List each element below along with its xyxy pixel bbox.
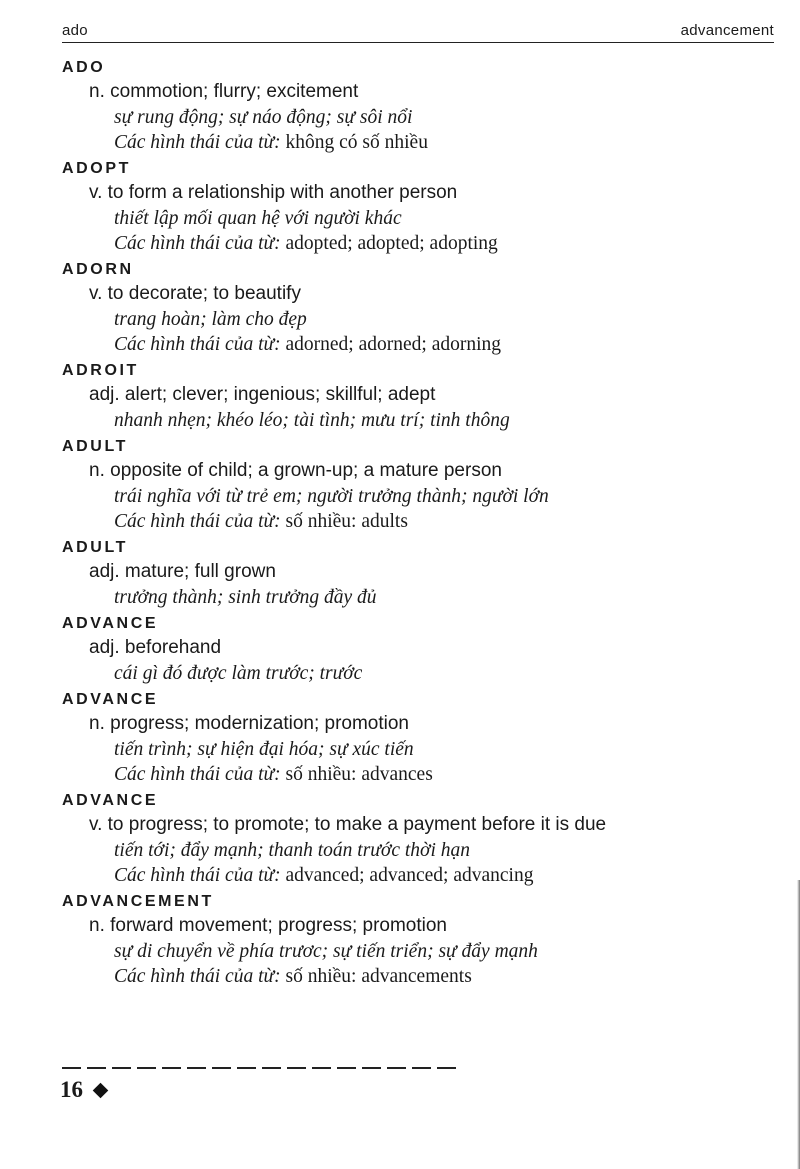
english-definition: v. to progress; to promote; to make a payment before it is due bbox=[89, 814, 607, 835]
vietnamese-translation: cái gì đó được làm trước; trước bbox=[114, 663, 363, 684]
headword: ADVANCE bbox=[62, 615, 159, 632]
word-forms-label: Các hình thái của từ: bbox=[114, 966, 281, 987]
word-forms-values: advanced; advanced; advancing bbox=[280, 865, 534, 886]
english-definition: adj. beforehand bbox=[89, 637, 222, 658]
word-forms-values: số nhiều: adults bbox=[280, 511, 408, 532]
word-forms-values: adorned; adorned; adorning bbox=[280, 334, 502, 355]
vietnamese-translation: nhanh nhẹn; khéo léo; tài tình; mưu trí; tinh thông bbox=[114, 410, 510, 431]
entry-list bbox=[62, 57, 782, 992]
headword: ADOPT bbox=[62, 160, 131, 177]
word-forms-values: không có số nhiều bbox=[280, 132, 428, 153]
word-forms bbox=[62, 332, 782, 357]
word-forms-label: Các hình thái của từ: bbox=[114, 233, 281, 254]
vietnamese-translation: trái nghĩa với từ trẻ em; người trưởng thành; người lớn bbox=[114, 486, 549, 507]
entry bbox=[62, 891, 782, 989]
entry bbox=[62, 259, 782, 357]
english-definition: v. to decorate; to beautify bbox=[89, 283, 301, 304]
english-definition: n. progress; modernization; promotion bbox=[89, 713, 409, 734]
header-first-word: ado bbox=[62, 22, 88, 39]
entry bbox=[62, 537, 782, 610]
diamond-icon bbox=[93, 1082, 109, 1098]
entry bbox=[62, 436, 782, 534]
headword: ADO bbox=[62, 59, 106, 76]
word-forms-label: Các hình thái của từ: bbox=[114, 132, 281, 153]
vietnamese-translation: sự rung động; sự náo động; sự sôi nổi bbox=[114, 107, 413, 128]
vietnamese-translation: trưởng thành; sinh trưởng đầy đủ bbox=[114, 587, 377, 608]
vietnamese-translation: tiến tới; đẩy mạnh; thanh toán trước thời hạn bbox=[114, 840, 470, 861]
page-footer bbox=[60, 1077, 106, 1103]
entry bbox=[62, 689, 782, 787]
word-forms-values: adopted; adopted; adopting bbox=[280, 233, 498, 254]
entry bbox=[62, 57, 782, 155]
english-definition: v. to form a relationship with another person bbox=[89, 182, 458, 203]
word-forms-label: Các hình thái của từ: bbox=[114, 334, 281, 355]
entry bbox=[62, 360, 782, 433]
entry bbox=[62, 790, 782, 888]
header-last-word: advancement bbox=[680, 22, 774, 39]
running-header bbox=[62, 22, 774, 43]
word-forms bbox=[62, 964, 782, 989]
word-forms-label: Các hình thái của từ: bbox=[114, 764, 281, 785]
headword: ADVANCE bbox=[62, 691, 159, 708]
english-definition: adj. mature; full grown bbox=[89, 561, 276, 582]
headword: ADVANCE bbox=[62, 792, 159, 809]
vietnamese-translation: trang hoàn; làm cho đẹp bbox=[114, 309, 307, 330]
word-forms-values: số nhiều: advancements bbox=[280, 966, 472, 987]
headword: ADULT bbox=[62, 539, 129, 556]
word-forms-label: Các hình thái của từ: bbox=[114, 511, 281, 532]
vietnamese-translation: thiết lập mối quan hệ với người khác bbox=[114, 208, 402, 229]
vietnamese-translation: sự di chuyển về phía trươc; sự tiến triển; sự đẩy mạnh bbox=[114, 941, 538, 962]
english-definition: n. opposite of child; a grown-up; a mature person bbox=[89, 460, 502, 481]
page-number: 16 bbox=[60, 1077, 83, 1102]
footer-dashed-rule bbox=[62, 1067, 462, 1071]
entry bbox=[62, 613, 782, 686]
word-forms-label: Các hình thái của từ: bbox=[114, 865, 281, 886]
headword: ADORN bbox=[62, 261, 134, 278]
english-definition: adj. alert; clever; ingenious; skillful; adept bbox=[89, 384, 436, 405]
entry bbox=[62, 158, 782, 256]
word-forms bbox=[62, 130, 782, 155]
english-definition: n. commotion; flurry; excitement bbox=[89, 81, 359, 102]
word-forms-values: số nhiều: advances bbox=[280, 764, 433, 785]
word-forms bbox=[62, 762, 782, 787]
vietnamese-translation: tiến trình; sự hiện đại hóa; sự xúc tiến bbox=[114, 739, 414, 760]
english-definition: n. forward movement; progress; promotion bbox=[89, 915, 447, 936]
word-forms bbox=[62, 863, 782, 888]
headword: ADULT bbox=[62, 438, 129, 455]
word-forms bbox=[62, 231, 782, 256]
headword: ADROIT bbox=[62, 362, 139, 379]
word-forms bbox=[62, 509, 782, 534]
headword: ADVANCEMENT bbox=[62, 893, 214, 910]
